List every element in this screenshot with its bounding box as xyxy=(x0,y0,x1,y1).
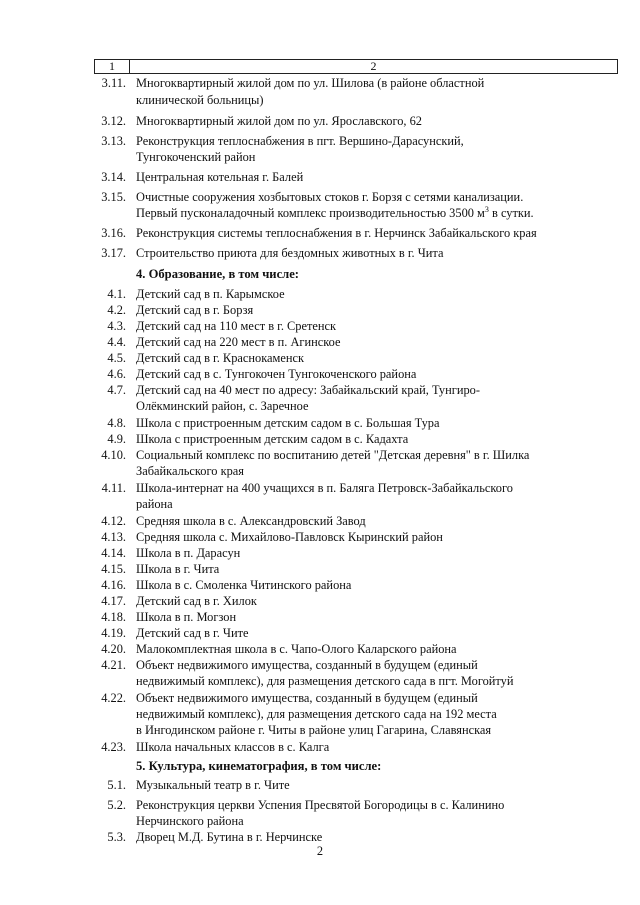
item-text: Реконструкция церкви Успения Пресвятой Богородицы в с. Калинино xyxy=(136,798,505,812)
item-text: Детский сад в п. Карымское xyxy=(136,287,285,301)
item-text: Школа начальных классов в с. Калга xyxy=(136,740,330,754)
section-heading-culture: 5. Культура, кинематография, в том числе: xyxy=(136,759,382,773)
item-text: недвижимый комплекс), для размещения детского сада в пгт. Могойтуй xyxy=(136,674,514,688)
item-number: 4.20. xyxy=(101,642,126,656)
item-text: Музыкальный театр в г. Чите xyxy=(136,778,290,792)
item-text: Средняя школа в с. Александровский Завод xyxy=(136,514,366,528)
item-number: 4.16. xyxy=(101,578,126,592)
item-number: 5.2. xyxy=(107,798,126,812)
item-number: 4.3. xyxy=(107,319,126,333)
item-number: 4.11. xyxy=(101,481,126,495)
item-text: Центральная котельная г. Балей xyxy=(136,170,304,184)
item-text: Первый пусконаладочный комплекс производительностью 3500 $м^3$ в сутки. xyxy=(136,204,534,220)
item-number: 4.12. xyxy=(101,514,126,528)
page-number: 2 xyxy=(316,844,324,858)
item-number: 4.9. xyxy=(107,432,126,446)
item-number: 4.6. xyxy=(107,367,126,381)
item-text: Объект недвижимого имущества, созданный в будущем (единый xyxy=(136,691,478,705)
item-number: 4.5. xyxy=(107,351,126,365)
item-text: Школа в г. Чита xyxy=(136,562,220,576)
item-text: Детский сад на 110 мест в г. Сретенск xyxy=(136,319,337,333)
item-text: Объект недвижимого имущества, созданный в будущем (единый xyxy=(136,658,478,672)
item-text: Школа-интернат на 400 учащихся в п. Балягa Петровск-Забайкальского xyxy=(136,481,513,495)
item-number: 3.16. xyxy=(101,226,126,240)
item-text: Школа с пристроенным детским садом в с. Большая Тура xyxy=(136,416,440,430)
item-number: 3.15. xyxy=(101,190,126,204)
item-number: 5.1. xyxy=(107,778,126,792)
item-text: Детский сад в с. Тунгокочен Тунгокоченского района xyxy=(136,367,417,381)
item-number: 5.3. xyxy=(107,830,126,844)
item-text: Школа в п. Дарасун xyxy=(136,546,241,560)
item-number: 4.10. xyxy=(101,448,126,462)
item-text: Школа в с. Смоленка Читинского района xyxy=(136,578,352,592)
item-text: Школа с пристроенным детским садом в с. Кадахта xyxy=(136,432,409,446)
item-text: Малокомплектная школа в с. Чапо-Ологo Каларского района xyxy=(136,642,457,656)
item-number: 4.19. xyxy=(101,626,126,640)
table-header xyxy=(94,59,618,74)
item-text: Строительство приюта для бездомных животных в г. Чита xyxy=(136,246,444,260)
item-text: Нерчинского района xyxy=(136,814,244,828)
section-heading-education: 4. Образование, в том числе: xyxy=(136,267,300,281)
item-number: 4.17. xyxy=(101,594,126,608)
superscript-three: 3 xyxy=(484,204,489,214)
item-text: Забайкальского края xyxy=(136,464,244,478)
item-text: Дворец М.Д. Бутина в г. Нерчинске xyxy=(136,830,323,844)
item-number: 4.21. xyxy=(101,658,126,672)
item-text: Средняя школа с. Михайлово-Павловск Кыринский район xyxy=(136,530,443,544)
item-number: 4.15. xyxy=(101,562,126,576)
item-number: 4.1. xyxy=(107,287,126,301)
item-text: района xyxy=(136,497,173,511)
table-header-col1: 1 xyxy=(95,60,130,73)
item-text: клинической больницы) xyxy=(136,93,264,107)
item-number: 3.12. xyxy=(101,114,126,128)
item-number: 4.18. xyxy=(101,610,126,624)
item-text: недвижимый комплекс), для размещения детского сада на 192 места xyxy=(136,707,497,721)
item-number: 3.11. xyxy=(101,76,126,90)
item-number: 3.14. xyxy=(101,170,126,184)
item-text: Детский сад в г. Чите xyxy=(136,626,249,640)
item-text: Многоквартирный жилой дом по ул. Ярославского, 62 xyxy=(136,114,422,128)
item-text: Детский сад в г. Борзя xyxy=(136,303,254,317)
item-number: 4.7. xyxy=(107,383,126,397)
item-text: Школа в п. Могзон xyxy=(136,610,237,624)
item-number: 3.17. xyxy=(101,246,126,260)
item-number: 4.4. xyxy=(107,335,126,349)
table-header-col2: 2 xyxy=(370,59,377,73)
item-number: 4.8. xyxy=(107,416,126,430)
item-number: 4.23. xyxy=(101,740,126,754)
item-number: 4.2. xyxy=(107,303,126,317)
item-text: Детский сад на 40 мест по адресу: Забайкальский край, Тунгиро- xyxy=(136,383,480,397)
item-number: 4.13. xyxy=(101,530,126,544)
item-text: Очистные сооружения хозбытовых стоков г. Борзя с сетями канализации. xyxy=(136,190,524,204)
item-number: 4.14. xyxy=(101,546,126,560)
item-number: 4.22. xyxy=(101,691,126,705)
item-number: 3.13. xyxy=(101,134,126,148)
item-text: Олёкминский район, с. Заречное xyxy=(136,399,309,413)
item-text: в Ингодинском районе г. Читы в районе улиц Гагарина, Славянская xyxy=(136,723,492,737)
item-text: Многоквартирный жилой дом по ул. Шилова (в районе областной xyxy=(136,76,485,90)
item-text: Реконструкция теплоснабжения в пгт. Вершино-Дарасунский, xyxy=(136,134,464,148)
item-text: Социальный комплекс по воспитанию детей "Детская деревня" в г. Шилка xyxy=(136,448,530,462)
item-text: Детский сад в г. Хилок xyxy=(136,594,257,608)
item-text: Реконструкция системы теплоснабжения в г. Нерчинск Забайкальского края xyxy=(136,226,537,240)
item-text: Детский сад в г. Краснокаменск xyxy=(136,351,305,365)
item-text: Тунгокоченский район xyxy=(136,150,256,164)
item-text: Детский сад на 220 мест в п. Агинское xyxy=(136,335,341,349)
